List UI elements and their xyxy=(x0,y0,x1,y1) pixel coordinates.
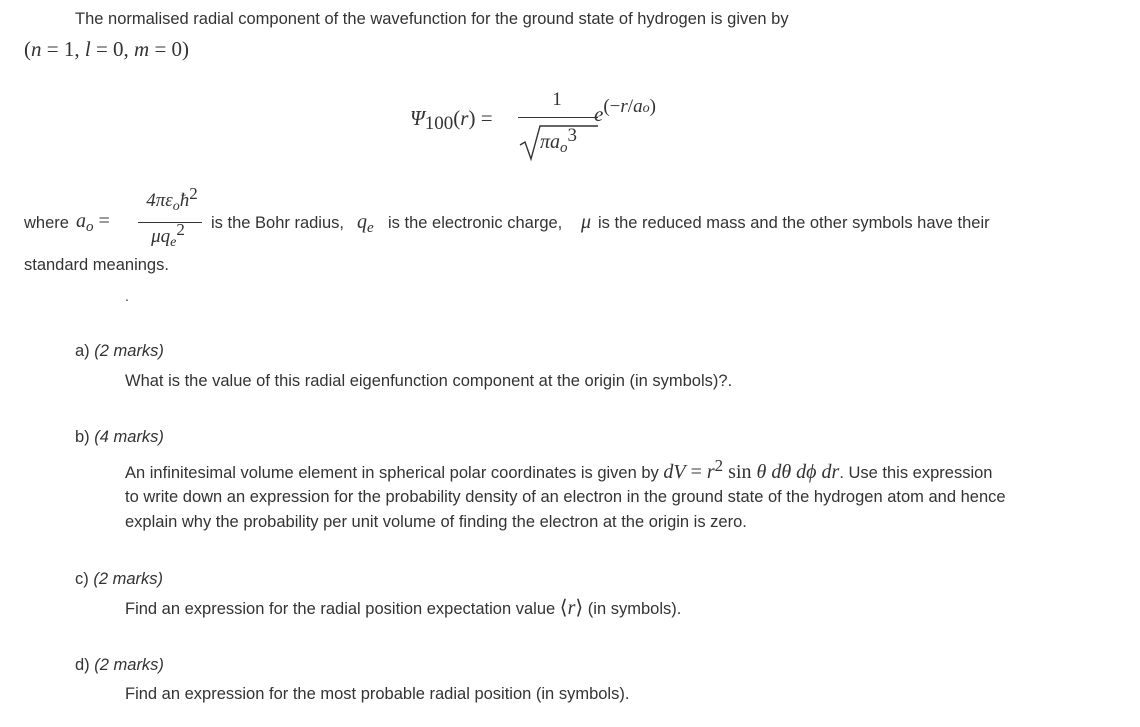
standard-meanings: standard meanings. xyxy=(24,256,169,274)
bohr-description: is the Bohr radius, xyxy=(211,214,344,232)
question-b-line1: An infinitesimal volume element in spherical polar coordinates is given by dV = $r^2$ sin θ dθ dϕ dr. Use this expression xyxy=(125,456,993,483)
question-c-text: Find an expression for the radial position expectation value ⟨r⟩ (in symbols). xyxy=(125,597,682,619)
question-d-header: d) (2 marks) xyxy=(75,656,164,674)
question-d-text: Find an expression for the most probable radial position (in symbols). xyxy=(125,685,630,703)
question-b-line3: explain why the probability per unit volume of finding the electron at the origin is zero. xyxy=(125,513,747,531)
charge-symbol: $q_e$ xyxy=(357,211,374,236)
mu-description: is the reduced mass and the other symbols have their xyxy=(598,214,990,232)
equation-denominator: $\pi a_o3$ xyxy=(518,121,604,168)
stray-dot: . xyxy=(125,288,129,304)
question-c-header: c) (2 marks) xyxy=(75,570,164,588)
equation-numerator: 1 xyxy=(552,89,562,110)
bohr-denominator: $\mu q_e2$ xyxy=(151,220,185,250)
question-b-line2: to write down an expression for the probability density of an electron in the ground state of the hydrogen atom and hence xyxy=(125,488,1006,506)
question-a-text: What is the value of this radial eigenfunction component at the origin (in symbols)?. xyxy=(125,372,733,390)
mu-symbol: μ xyxy=(581,211,592,233)
quantum-numbers: (n = 1, l = 0, m = 0) xyxy=(24,37,190,61)
fraction-bar xyxy=(518,117,598,118)
wavefunction-equation xyxy=(0,0,1140,170)
equation-exponential: e(−r/ao) xyxy=(594,96,656,126)
where-label: where xyxy=(24,214,69,232)
equation-lhs: Ψ100(r) = xyxy=(410,106,493,134)
expectation-value-formula: ⟨r⟩ xyxy=(559,597,584,619)
bohr-symbol: $a_o$ = xyxy=(76,210,110,235)
question-b-header: b) (4 marks) xyxy=(75,428,164,446)
charge-description: is the electronic charge, xyxy=(388,214,563,232)
volume-element-formula: dV = $r^2$ sin θ dθ dϕ dr xyxy=(663,456,840,483)
bohr-fraction-bar xyxy=(138,222,202,223)
intro-text: The normalised radial component of the wavefunction for the ground state of hydrogen is given by xyxy=(75,10,789,28)
bohr-numerator: $4\pi\varepsilon_oħ2$ xyxy=(146,184,198,214)
question-a-header: a) (2 marks) xyxy=(75,342,164,360)
